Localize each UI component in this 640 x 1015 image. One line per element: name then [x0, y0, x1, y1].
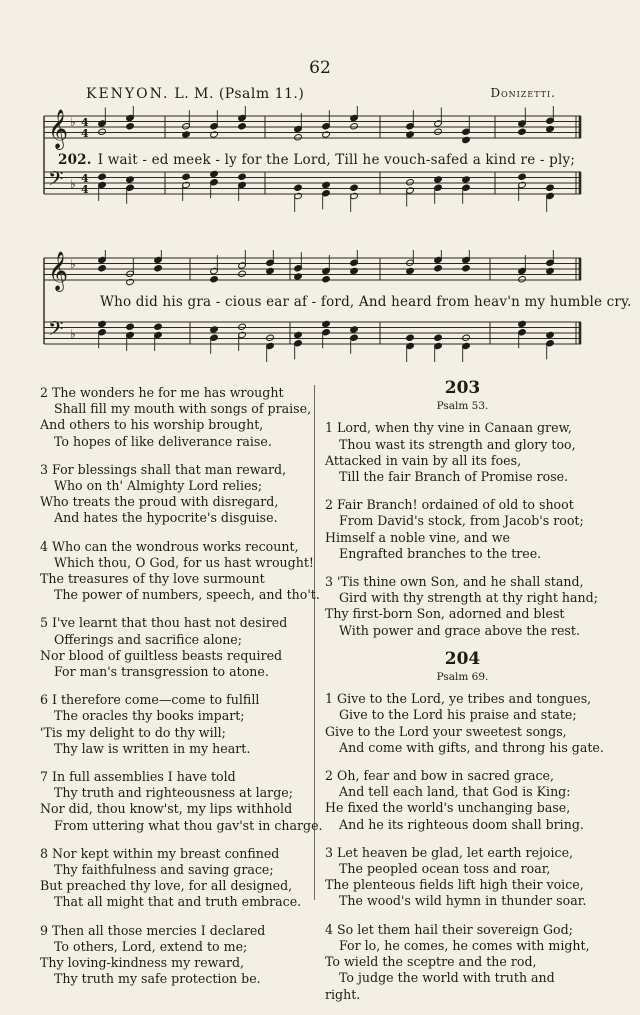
- stanza-line: Nor blood of guiltless beasts required: [40, 647, 283, 663]
- stanza-line: 3 'Tis thine own Son, and he shall stand,: [325, 574, 584, 590]
- stanza: [40, 385, 315, 450]
- stanza: [325, 420, 600, 485]
- stanza: [40, 769, 323, 834]
- stanza-line: The power of numbers, speech, and tho't.: [54, 587, 320, 603]
- stanza-line: 9 Then all those mercies I declared: [40, 922, 266, 938]
- hymn-number-203: 203: [444, 378, 481, 398]
- stanza-line: 1 Lord, when thy vine in Canaan grew,: [325, 420, 572, 436]
- tune-meter: L. M.: [174, 86, 214, 102]
- stanza-line: Give to the Lord your sweetest songs,: [325, 723, 567, 739]
- stanza: [40, 846, 315, 911]
- stanza-line: Engrafted branches to the tree.: [339, 545, 542, 561]
- stanza-line: Thy loving-kindness my reward,: [40, 955, 245, 971]
- stanza-line: To wield the sceptre and the rod,: [325, 954, 537, 970]
- stanza-line: Thou wast its strength and glory too,: [339, 436, 576, 452]
- stanza-line: That all might that and truth embrace.: [54, 894, 302, 910]
- stanza-line: The oracles thy books impart;: [54, 708, 245, 724]
- stanza-line: 5 I've learnt that thou hast not desired: [40, 615, 288, 631]
- stanza-line: Till the fair Branch of Promise rose.: [339, 469, 569, 485]
- stanza-line: Shall fill my mouth with songs of praise,: [54, 401, 312, 417]
- hymn-number-204: 204: [444, 648, 481, 669]
- stanza: [325, 497, 600, 562]
- stanza-line: 1 Give to the Lord, ye tribes and tongues,: [325, 691, 592, 707]
- stanza-line: The wood's wild hymn in thunder soar.: [339, 893, 587, 909]
- page-number: 62: [309, 58, 331, 78]
- stanza-line: Nor did, thou know'st, my lips withhold: [40, 801, 293, 817]
- stanza-line: Thy first-born Son, adorned and blest: [325, 606, 565, 622]
- treble-clef-icon: 𝄞: [48, 251, 69, 291]
- stanza-line: 4 So let them hail their sovereign God;: [325, 921, 573, 937]
- stanza-line: Who on th' Almighty Lord relies;: [54, 478, 263, 494]
- bass-clef-icon: 𝄢: [48, 167, 64, 195]
- stanza-line: Which thou, O God, for us hast wrought!: [54, 554, 314, 570]
- stanza-line: The treasures of thy love surmount: [40, 571, 265, 587]
- tune-psalm: (Psalm 11.): [218, 86, 305, 102]
- stanza-line: right.: [325, 986, 361, 1002]
- stanza-line: For lo, he comes, he comes with might,: [339, 937, 590, 953]
- stanza-line: To judge the world with truth and: [339, 970, 555, 986]
- stanza-line: And he its righteous doom shall bring.: [339, 816, 584, 832]
- stanza-line: 8 Nor kept within my breast confined: [40, 845, 280, 861]
- stanza: [40, 615, 315, 680]
- stanza: [40, 692, 315, 757]
- stanza-line: He fixed the world's unchanging base,: [325, 800, 571, 816]
- stanza-line: 3 Let heaven be glad, let earth rejoice,: [325, 844, 574, 860]
- stanza-line: And hates the hypocrite's disguise.: [54, 510, 278, 526]
- stanza-line: Thy law is written in my heart.: [54, 740, 251, 756]
- stanza-line: 3 For blessings shall that man reward,: [40, 461, 287, 477]
- stanza-line: 7 In full assemblies I have told: [40, 769, 236, 785]
- hymn-202-stanzas: [40, 385, 323, 1000]
- stanza: [325, 768, 600, 833]
- lyric-line-2: [100, 294, 632, 310]
- stanza-line: 2 Fair Branch! ordained of old to shoot: [325, 497, 574, 513]
- tune-header: [86, 86, 556, 102]
- stanza-line: Give to the Lord his praise and state;: [339, 707, 577, 723]
- stanza-line: For man's transgression to atone.: [54, 664, 269, 680]
- stanza-line: From uttering what thou gav'st in charge.: [54, 817, 323, 833]
- stanza: [325, 845, 600, 910]
- time-signature-icon: 4: [81, 183, 89, 196]
- stanza-line: To hopes of like deliverance raise.: [54, 433, 272, 449]
- stanza: [325, 691, 604, 756]
- stanza-line: And others to his worship brought,: [40, 417, 264, 433]
- stanza-line: 'Tis my delight to do thy will;: [40, 724, 226, 740]
- time-signature-icon: 4: [81, 127, 89, 140]
- flat-icon: ♭: [70, 257, 76, 271]
- stanza-line: Thy truth and righteousness at large;: [54, 785, 293, 801]
- lyrics-text-2: Who did his gra - cious ear af - ford, And heard from heav'n my humble cry.: [100, 294, 632, 310]
- composer: Donizetti.: [490, 86, 556, 100]
- lyrics-text-1: I wait - ed meek - ly for the Lord, Till he vouch-safed a kind re - ply;: [97, 152, 576, 168]
- stanza-line: And come with gifts, and throng his gate.: [339, 739, 604, 755]
- stanza-line: And tell each land, that God is King:: [339, 784, 571, 800]
- stanza-line: The peopled ocean toss and roar,: [339, 861, 551, 877]
- stanza-line: With power and grace above the rest.: [339, 622, 580, 638]
- stanza-line: The plenteous fields lift high their voice,: [325, 877, 584, 893]
- stanza-line: Attacked in vain by all its foes,: [325, 452, 522, 468]
- stanza-line: 2 Oh, fear and bow in sacred grace,: [325, 768, 555, 784]
- stanza-line: 2 The wonders he for me has wrought: [40, 385, 284, 400]
- stanza-line: Thy faithfulness and saving grace;: [54, 862, 274, 878]
- tune-name: KENYON.: [86, 86, 170, 102]
- stanza-line: Thy truth my safe protection be.: [54, 971, 261, 987]
- psalm-reference: Psalm 69.: [436, 671, 489, 684]
- stanza-line: 6 I therefore come—come to fulfill: [40, 692, 260, 708]
- flat-icon: ♭: [70, 327, 76, 341]
- stanza-line: Himself a noble vine, and we: [325, 529, 510, 545]
- flat-icon: ♭: [70, 115, 76, 129]
- treble-clef-icon: 𝄞: [48, 109, 69, 149]
- stanza-line: 4 Who can the wondrous works recount,: [40, 538, 299, 554]
- psalm-reference: Psalm 53.: [436, 400, 489, 413]
- hymn-number-202: 202.: [58, 152, 92, 168]
- stanza-line: Offerings and sacrifice alone;: [54, 631, 243, 647]
- flat-icon: ♭: [70, 177, 76, 191]
- stanza-line: But preached thy love, for all designed,: [40, 878, 293, 894]
- stanza-line: Who treats the proud with disregard,: [40, 494, 279, 510]
- stanza-line: To others, Lord, extend to me;: [54, 938, 248, 954]
- stanza: [40, 923, 315, 988]
- stanza: [40, 462, 315, 527]
- time-signature-icon: 4: [81, 116, 89, 129]
- time-signature-icon: 4: [81, 172, 89, 185]
- stanza: [40, 538, 320, 604]
- stanza-line: Gird with thy strength at thy right hand;: [339, 590, 598, 606]
- stanza-line: From David's stock, from Jacob's root;: [339, 513, 584, 529]
- lyric-line-1: [58, 152, 575, 168]
- bass-clef-icon: 𝄢: [48, 317, 64, 345]
- stanza: [325, 922, 600, 1003]
- stanza: [325, 574, 600, 639]
- right-column-hymns: [325, 378, 604, 1015]
